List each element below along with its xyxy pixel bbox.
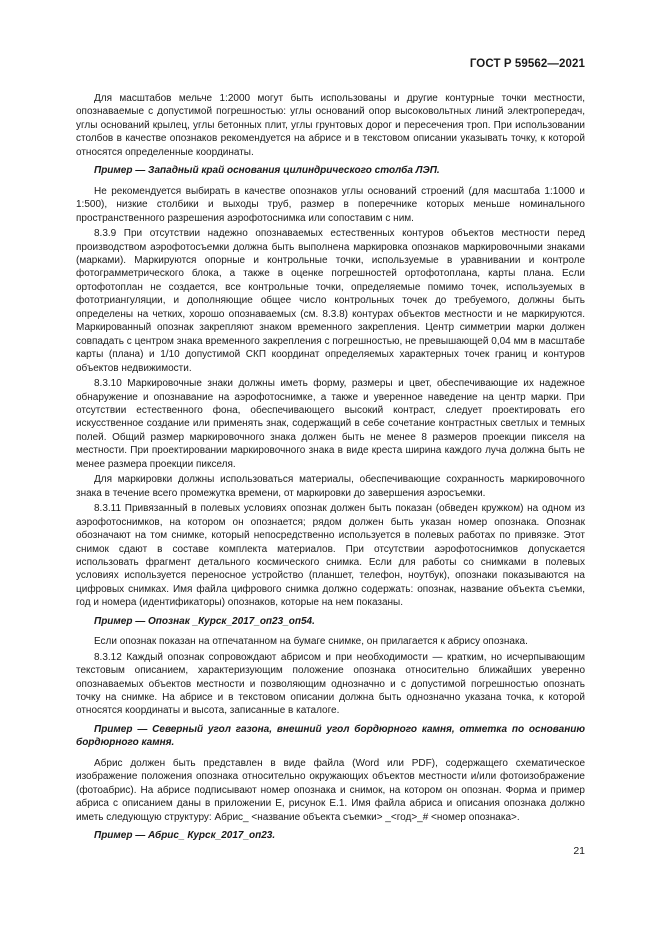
example-line: Пример — Северный угол газона, внешний угол бордюрного камня, отметка по основанию бордюрного камня. — [76, 723, 585, 749]
example-line: Пример — Опознак _Курск_2017_оп23_оп54. — [94, 615, 315, 627]
body-text — [76, 92, 585, 850]
example-line: Пример — Абрис_ Курск_2017_оп23. — [94, 830, 276, 842]
paragraph: 8.3.11 Привязанный в полевых условиях опознак должен быть показан (обведен кружком) на одном из аэрофотоснимков, на котором он опознается; рядом должен быть указан номер опознака. Опознак обозначают на том снимке, который непосредственно используется в полевых работах по привязке. Этот снимок сдают в составе комплекта материалов. При отсутствии аэрофотоснимков допускается использовать фрагмент детального космического снимка. Если для работы со снимками в полевых условиях используется переносное устройство (планшет, телефон, ноутбук), опознаки показываются на цифровых снимках. Имя файла цифрового снимка должно содержать: опознак, название объекта съемки, год и номера (идентификаторы) опознаков, которые на нем показаны. — [76, 503, 585, 609]
paragraph: 8.3.10 Маркировочные знаки должны иметь форму, размеры и цвет, обеспечивающие их надежное обнаружение и опознавание на аэрофотоснимке, а также и уверенное наведение на центр марки. При отсутствии естественного фона, обеспечивающего высокий контраст, следует проектировать его искусственное создание или применять знак, содержащий в себе сочетание контрастных светлых и темных полей. Общий размер маркировочного знака должен быть не менее 8 размеров проекции пикселя на местности. При проектировании маркировочного знака в виде креста ширина каждого луча должна быть не менее размера проекции пикселя. — [76, 378, 585, 470]
paragraph: Для маркировки должны использоваться материалы, обеспечивающие сохранность маркировочного знака в течение всего промежутка времени, от маркировки до завершения аэросъемки. — [76, 474, 585, 499]
page-number: 21 — [573, 845, 585, 857]
paragraph: 8.3.9 При отсутствии надежно опознаваемых естественных контуров объектов местности перед производством аэрофотосъемки должна быть выполнена маркировка опознаков маркировочными знаками (марками). Маркируются опорные и контрольные точки, используемые в уравнивании и контроле фотограмметрического блока, а также в оценке погрешностей ортофотоплана, карты плана. Если ортофотоплан не создается, все контрольные точки, определяемые помимо точек, используемых в фототриангуляции, и дополняющие общее число контрольных точек до требуемого, должны быть определены на четких, хорошо опознаваемых (см. 8.3.8) контурах объектов местности и не маркируются. Маркированный опознак закрепляют знаком временного закрепления. Центр симметрии марки должен совпадать с центром знака временного закрепления с погрешностью, не превышающей 0,04 мм в масштабе карты (плана) и 1/10 допустимой СКП координат определяемых характерных точек границ и контуров объектов недвижимости. — [76, 228, 585, 374]
paragraph: Абрис должен быть представлен в виде файла (Word или PDF), содержащего схематическое изображение положения опознака относительно окружающих объектов местности и/или фотоизображение (фотоабрис). На абрисе подписывают номер опознака и снимок, на котором он опознан. Форма и пример абриса с описанием даны в приложении Е, рисунок Е.1. Имя файла абриса и описания опознака должно иметь следующую структуру: Абрис_ <название объекта съемки> _<год>_# <номер опознака>. — [76, 757, 585, 823]
paragraph: Не рекомендуется выбирать в качестве опознаков углы оснований строений (для масштаба 1:1000 и 1:500), низкие столбики и выходы труб, размер в поперечнике которых меньше номинального пространственного разрешения аэрофотоснимка или сопоставим с ним. — [76, 185, 585, 224]
example-line: Пример — Западный край основания цилиндрического столба ЛЭП. — [94, 165, 440, 177]
paragraph: Если опознак показан на отпечатанном на бумаге снимке, он прилагается к абрису опознака. — [94, 636, 528, 648]
paragraph: Для масштабов мельче 1:2000 могут быть использованы и другие контурные точки местности, опознаваемые с допустимой погрешностью: углы оснований опор высоковольтных линий электропередач, углы оснований крылец, углы бетонных плит, углы грунтовых дорог и пересечения троп. При использовании столбов в качестве опознаков рекомендуется на абрисе и в текстовом описании указывать точку, к которой относятся определенные координаты. — [76, 93, 585, 158]
standard-designation: ГОСТ Р 59562—2021 — [469, 58, 585, 70]
paragraph: 8.3.12 Каждый опознак сопровождают абрисом и при необходимости — кратким, но исчерпывающим текстовым описанием, характеризующим положение опознака относительно ближайших уверенно опознаваемых объектов местности и позволяющим однозначно и с допустимой погрешностью опознать точку на снимке. На абрисе и в текстовом описании должна быть однозначно указана точка, к которой относятся координаты и высота, записанные в каталоге. — [76, 651, 585, 717]
